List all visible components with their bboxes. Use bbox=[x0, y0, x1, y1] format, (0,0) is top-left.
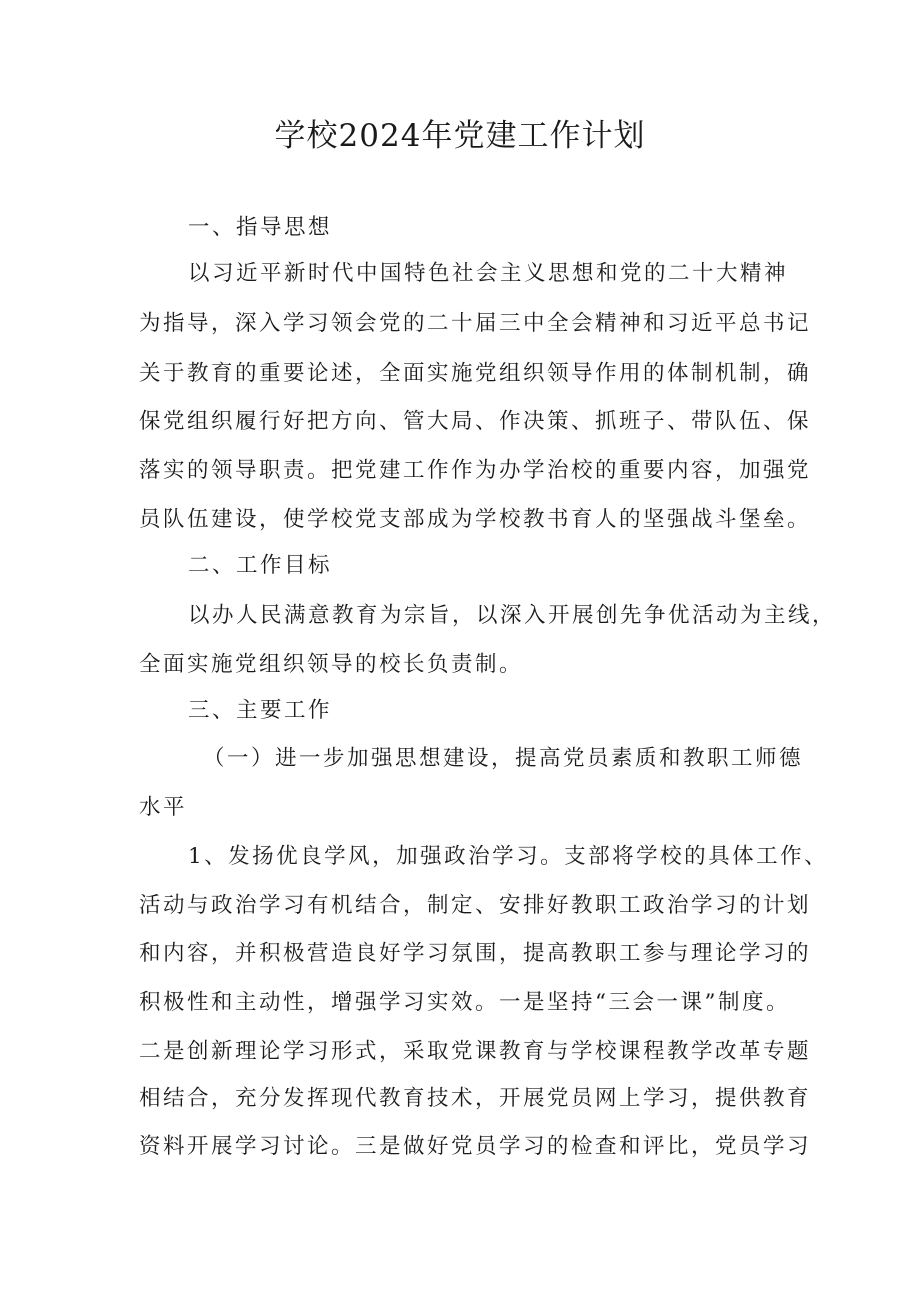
paragraph-line: 员队伍建设，使学校党支部成为学校教书育人的坚强战斗堡垒。 bbox=[139, 507, 812, 532]
subsection-heading-continued: 水平 bbox=[139, 795, 188, 820]
section-heading-guiding-ideology: 一、指导思想 bbox=[188, 215, 333, 240]
paragraph-line: 以习近平新时代中国特色社会主义思想和党的二十大精神 bbox=[188, 261, 789, 286]
paragraph-line: 关于教育的重要论述，全面实施党组织领导作用的体制机制，确 bbox=[139, 361, 812, 386]
section-heading-work-goals: 二、工作目标 bbox=[188, 553, 333, 578]
paragraph-line: 为指导，深入学习领会党的二十届三中全会精神和习近平总书记 bbox=[139, 311, 812, 336]
paragraph-line: 二是创新理论学习形式，采取党课教育与学校课程教学改革专题 bbox=[139, 1039, 812, 1064]
paragraph-line: 资料开展学习讨论。三是做好党员学习的检查和评比，党员学习 bbox=[139, 1134, 812, 1159]
paragraph-line: 保党组织履行好把方向、管大局、作决策、抓班子、带队伍、保 bbox=[139, 409, 812, 434]
paragraph-line: 相结合，充分发挥现代教育技术，开展党员网上学习，提供教育 bbox=[139, 1086, 812, 1111]
document-title: 学校2024年党建工作计划 bbox=[274, 118, 646, 154]
subsection-heading: （一）进一步加强思想建设，提高党员素质和教职工师德 bbox=[203, 746, 804, 771]
section-heading-main-work: 三、主要工作 bbox=[188, 698, 333, 723]
paragraph-line: 以办人民满意教育为宗旨，以深入开展创先争优活动为主线， bbox=[188, 603, 837, 628]
paragraph-line: 1、发扬优良学风，加强政治学习。支部将学校的具体工作、 bbox=[188, 844, 829, 869]
paragraph-line: 和内容，并积极营造良好学习氛围，提高教职工参与理论学习的 bbox=[139, 941, 812, 966]
paragraph-line: 积极性和主动性，增强学习实效。一是坚持“三会一课”制度。 bbox=[139, 990, 790, 1015]
paragraph-line: 全面实施党组织领导的校长负责制。 bbox=[139, 652, 524, 677]
paragraph-line: 活动与政治学习有机结合，制定、安排好教职工政治学习的计划 bbox=[139, 893, 812, 918]
paragraph-line: 落实的领导职责。把党建工作作为办学治校的重要内容，加强党 bbox=[139, 458, 812, 483]
